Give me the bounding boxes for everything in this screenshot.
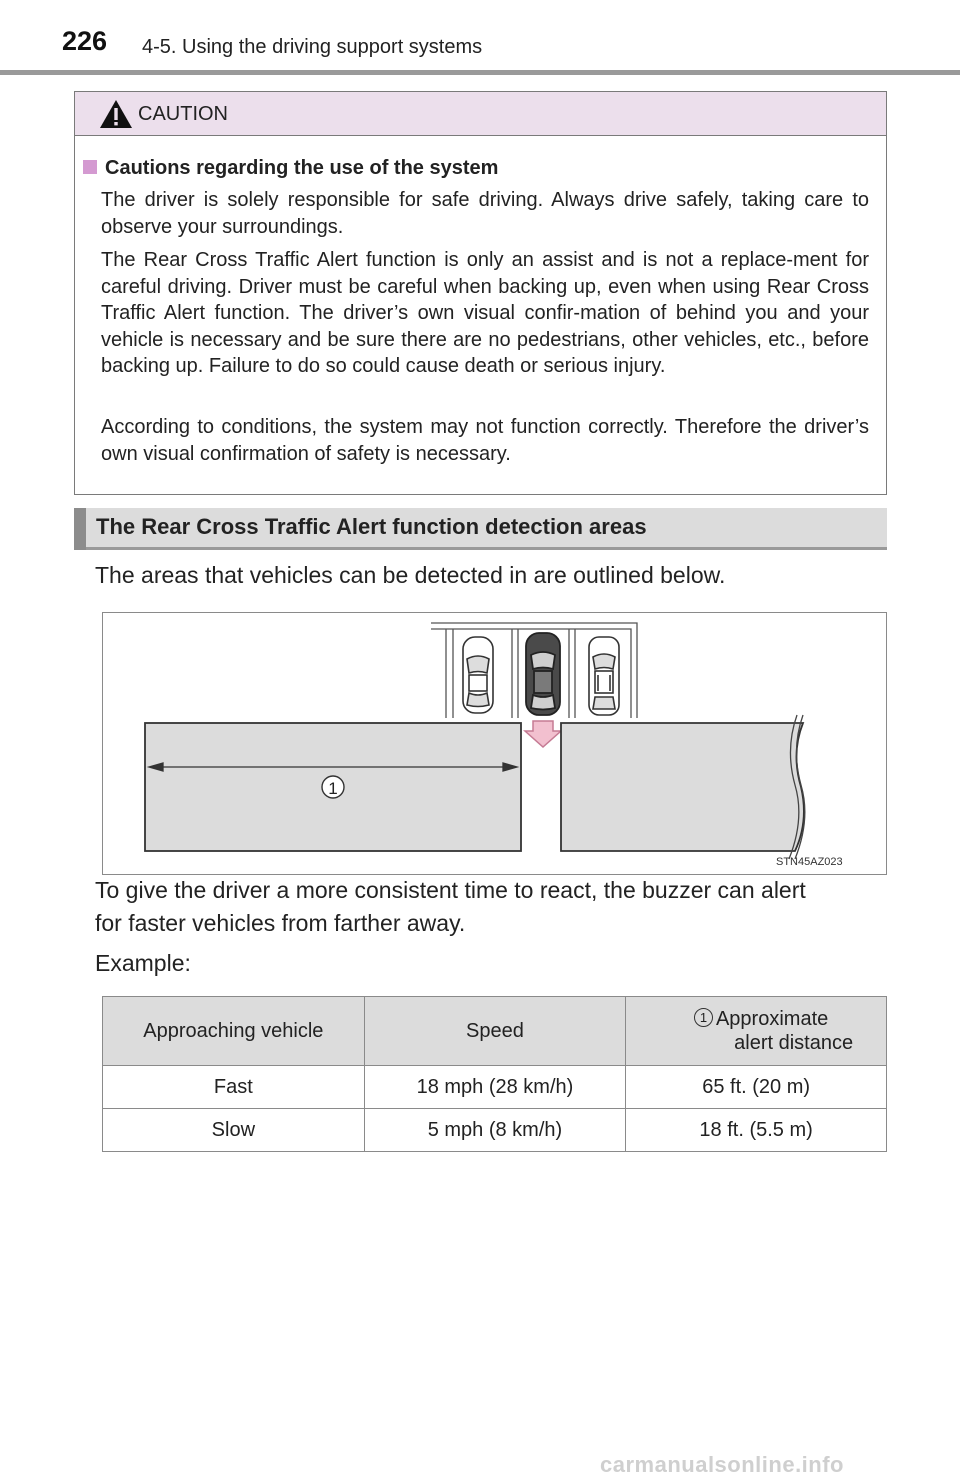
cell-speed: 5 mph (8 km/h): [364, 1109, 626, 1152]
table-header-row: [103, 997, 887, 1066]
header-distance-line2: alert distance: [734, 1032, 854, 1054]
watermark: carmanualsonline.info: [600, 1452, 844, 1477]
section-heading: The Rear Cross Traffic Alert function detection areas: [96, 514, 647, 539]
caution-paragraph: The driver is solely responsible for safe driving. Always drive safely, taking care to observe your surroundings.: [101, 189, 869, 238]
detection-area-right: [561, 723, 804, 851]
area-marker-badge: 1: [694, 1008, 713, 1027]
section-title: 4-5. Using the driving support systems: [142, 36, 483, 58]
caution-paragraph: The Rear Cross Traffic Alert function is only an assist and is not a replace-ment for careful driving. Driver must be careful when backing up, even when using Rear Cross Traffic Alert function. The driver’s own visual confir-mation of behind you and your vehicle is necessary and be sure there are no pedestrians, other vehicles, etc., before backing up. Failure to do so could cause death or serious injury.: [101, 249, 869, 377]
explanation-line: To give the driver a more consistent time to react, the buzzer can alert: [95, 877, 806, 903]
header-vehicle: Approaching vehicle: [103, 997, 365, 1066]
caution-subheading-text: Cautions regarding the use of the system: [105, 157, 499, 179]
reverse-direction-arrow: [525, 721, 561, 747]
cell-vehicle: Slow: [103, 1109, 365, 1152]
heading-stripe: [74, 508, 86, 550]
caution-paragraph: According to conditions, the system may not function correctly. Therefore the driver’s own visual confirmation of safety is necessary.: [101, 416, 869, 465]
cell-speed: 18 mph (28 km/h): [364, 1066, 626, 1109]
cell-distance: 18 ft. (5.5 m): [626, 1109, 887, 1152]
alert-distance-table: [102, 996, 887, 1152]
area-marker-label: 1: [328, 779, 338, 798]
page-header: [0, 0, 960, 76]
reversing-car-icon: [526, 633, 560, 715]
intro-text: The areas that vehicles can be detected in are outlined below.: [95, 562, 726, 588]
cell-vehicle: Fast: [103, 1066, 365, 1109]
header-distance: [626, 997, 887, 1066]
header-rule: [0, 70, 960, 75]
page-number: 226: [62, 26, 108, 56]
detection-area-illustration: [103, 613, 886, 874]
cell-distance: 65 ft. (20 m): [626, 1066, 887, 1109]
square-bullet-icon: [83, 160, 97, 174]
section-heading-bar: [74, 508, 887, 550]
parked-suv-icon: [589, 637, 619, 715]
parked-car-icon: [463, 637, 493, 713]
caution-subheading: [83, 157, 498, 180]
caution-label: CAUTION: [138, 103, 228, 125]
header-distance-line1: Approximate: [715, 1008, 829, 1030]
caution-header: [75, 92, 886, 136]
explanation-line: for faster vehicles from farther away.: [95, 910, 466, 936]
caution-box: [74, 91, 887, 495]
figure-code: STN45AZ023: [776, 856, 843, 868]
header-speed: Speed: [364, 997, 626, 1066]
table-row: [103, 1066, 887, 1109]
warning-triangle-icon: [99, 99, 133, 129]
example-label: Example:: [95, 950, 191, 976]
detection-area-diagram: [102, 612, 887, 875]
table-row: [103, 1109, 887, 1152]
